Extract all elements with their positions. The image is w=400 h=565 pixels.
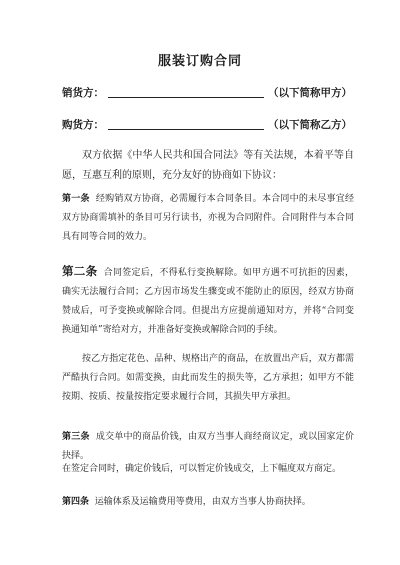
buyer-blank bbox=[108, 129, 264, 130]
clause-3-head: 第三条 bbox=[62, 432, 90, 442]
seller-blank bbox=[108, 97, 264, 98]
seller-label: 销货方： bbox=[62, 87, 104, 99]
seller-note: （以下简称甲方） bbox=[268, 87, 352, 99]
buyer-note: （以下简称乙方） bbox=[268, 119, 352, 131]
clause-4 bbox=[62, 493, 354, 512]
clause-4-head: 第四条 bbox=[62, 497, 90, 507]
paragraph-4: 在签定合同时，确定价钱后，可以暂定价钱成交，上下幅度双方商定。 bbox=[62, 464, 342, 474]
clause-1 bbox=[62, 190, 354, 247]
clause-1-text: 经购销双方协商，必需履行本合同条目。本合同中的未尽事宜经双方协商需填补的条目可另行读书，亦视为合同附件。合同附件与本合同具有同等合同的效力。 bbox=[62, 194, 354, 242]
buyer-label: 购货方： bbox=[62, 119, 104, 131]
paragraph-3: 按乙方指定花色、品种、规格出产的商品，在放置出产后，双方都需严酷执行合同。如需变换，由此而发生的损失等，乙方承担；如甲方不能按期、按质、按量按指定要求履行合同，其损失甲方承担。 bbox=[62, 354, 354, 402]
document-title: 服装订购合同 bbox=[157, 54, 242, 69]
buyer-line bbox=[62, 116, 352, 132]
clause-2-text: 合同签定后，不得私行变换解除。如甲方遇不可抗拒的因素，确实无法履行合同；乙方因市场发生骤变或不能防止的原因，经双方协商赞成后，可予变换或解除合同。但提出方应提前通知对方，并将“合同变换通知单”寄给对方，并准备好变换或解除合同的手续。 bbox=[62, 268, 354, 335]
clause-2-head: 第二条 bbox=[62, 264, 98, 278]
intro-paragraph: 双方依据《中华人民共和国合同法》等有关法规，本着平等自愿，互惠互利的原则，充分友好的协商如下协议： bbox=[62, 150, 354, 181]
clause-2 bbox=[62, 262, 354, 340]
clause-3-text: 成交单中的商品价钱，由双方当事人商经商议定，或以国家定价抉择。 bbox=[62, 432, 354, 461]
clause-1-head: 第一条 bbox=[62, 194, 90, 204]
clause-4-text: 运输体系及运输费用等费用，由双方当事人协商抉择。 bbox=[94, 497, 311, 507]
seller-line bbox=[62, 84, 352, 100]
